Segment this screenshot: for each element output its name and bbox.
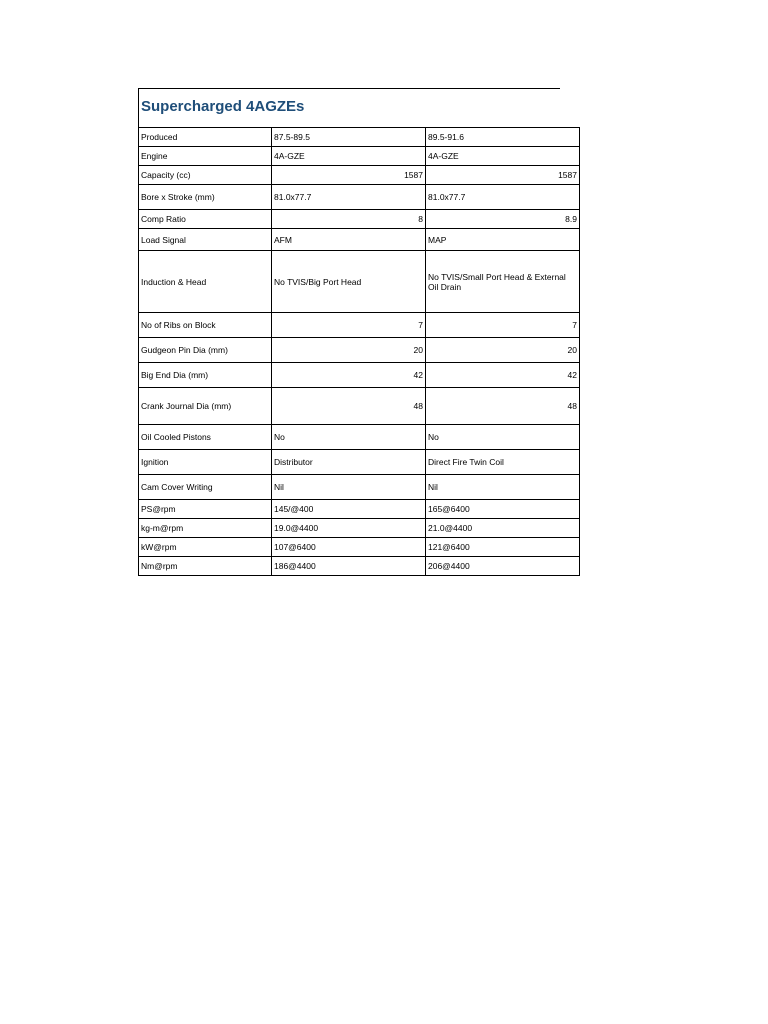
row-label: No of Ribs on Block xyxy=(139,313,272,338)
cell-late-model: 20 xyxy=(426,338,580,363)
cell-late-model: 7 xyxy=(426,313,580,338)
table-row xyxy=(139,147,580,166)
cell-early-model: 42 xyxy=(272,363,426,388)
row-label: Engine xyxy=(139,147,272,166)
spec-sheet xyxy=(138,88,577,576)
cell-early-model: 20 xyxy=(272,338,426,363)
table-row xyxy=(139,519,580,538)
cell-early-model: Distributor xyxy=(272,450,426,475)
spec-table xyxy=(138,127,580,576)
table-row xyxy=(139,425,580,450)
table-row xyxy=(139,538,580,557)
cell-early-model: No xyxy=(272,425,426,450)
cell-late-model: MAP xyxy=(426,229,580,251)
table-row xyxy=(139,363,580,388)
cell-late-model: 1587 xyxy=(426,166,580,185)
row-label: Load Signal xyxy=(139,229,272,251)
cell-early-model: Nil xyxy=(272,475,426,500)
table-row xyxy=(139,475,580,500)
row-label: Nm@rpm xyxy=(139,557,272,576)
cell-early-model: AFM xyxy=(272,229,426,251)
cell-early-model: 1587 xyxy=(272,166,426,185)
table-row xyxy=(139,557,580,576)
page-title: Supercharged 4AGZEs xyxy=(141,98,305,115)
table-row xyxy=(139,251,580,313)
cell-late-model: 81.0x77.7 xyxy=(426,185,580,210)
row-label: PS@rpm xyxy=(139,500,272,519)
row-label: Produced xyxy=(139,128,272,147)
row-label: Gudgeon Pin Dia (mm) xyxy=(139,338,272,363)
cell-late-model: 89.5-91.6 xyxy=(426,128,580,147)
table-row xyxy=(139,128,580,147)
spec-table-body xyxy=(139,128,580,576)
table-row xyxy=(139,229,580,251)
row-label: Oil Cooled Pistons xyxy=(139,425,272,450)
row-label: kg-m@rpm xyxy=(139,519,272,538)
table-row xyxy=(139,313,580,338)
row-label: Induction & Head xyxy=(139,251,272,313)
cell-late-model: 48 xyxy=(426,388,580,425)
cell-early-model: 145/@400 xyxy=(272,500,426,519)
cell-early-model: 87.5-89.5 xyxy=(272,128,426,147)
table-row xyxy=(139,388,580,425)
table-row xyxy=(139,166,580,185)
cell-early-model: 7 xyxy=(272,313,426,338)
cell-early-model: 8 xyxy=(272,210,426,229)
cell-late-model: 42 xyxy=(426,363,580,388)
row-label: Bore x Stroke (mm) xyxy=(139,185,272,210)
cell-early-model: 4A-GZE xyxy=(272,147,426,166)
cell-late-model: 21.0@4400 xyxy=(426,519,580,538)
row-label: Comp Ratio xyxy=(139,210,272,229)
table-row xyxy=(139,450,580,475)
row-label: Crank Journal Dia (mm) xyxy=(139,388,272,425)
row-label: Cam Cover Writing xyxy=(139,475,272,500)
table-row xyxy=(139,338,580,363)
row-label: Capacity (cc) xyxy=(139,166,272,185)
cell-late-model: Nil xyxy=(426,475,580,500)
cell-late-model: No TVIS/Small Port Head & External Oil Drain xyxy=(426,251,580,313)
cell-late-model: 8.9 xyxy=(426,210,580,229)
cell-late-model: 121@6400 xyxy=(426,538,580,557)
row-label: Big End Dia (mm) xyxy=(139,363,272,388)
cell-late-model: 4A-GZE xyxy=(426,147,580,166)
cell-early-model: 81.0x77.7 xyxy=(272,185,426,210)
cell-early-model: 107@6400 xyxy=(272,538,426,557)
cell-early-model: 186@4400 xyxy=(272,557,426,576)
cell-early-model: No TVIS/Big Port Head xyxy=(272,251,426,313)
table-row xyxy=(139,210,580,229)
cell-late-model: 165@6400 xyxy=(426,500,580,519)
table-row xyxy=(139,500,580,519)
row-label: Ignition xyxy=(139,450,272,475)
cell-early-model: 19.0@4400 xyxy=(272,519,426,538)
cell-late-model: No xyxy=(426,425,580,450)
cell-late-model: Direct Fire Twin Coil xyxy=(426,450,580,475)
table-row xyxy=(139,185,580,210)
cell-late-model: 206@4400 xyxy=(426,557,580,576)
cell-early-model: 48 xyxy=(272,388,426,425)
title-row xyxy=(138,88,560,127)
row-label: kW@rpm xyxy=(139,538,272,557)
